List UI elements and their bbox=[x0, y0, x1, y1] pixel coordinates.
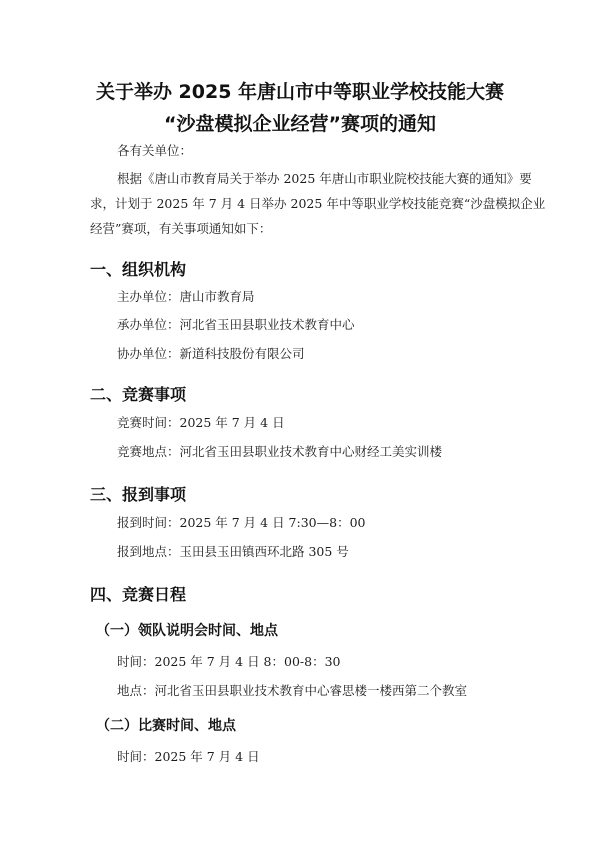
section-heading-registration: 三、报到事项 bbox=[90, 485, 187, 504]
section-heading-organization: 一、组织机构 bbox=[90, 260, 187, 279]
registration-time-line: 报到时间：2025 年 7 月 4 日 7:30—8：00 bbox=[117, 515, 366, 530]
salutation: 各有关单位： bbox=[117, 143, 193, 158]
intro-line-1: 根据《唐山市教育局关于举办 2025 年唐山市职业院校技能大赛的通知》要 bbox=[117, 171, 532, 186]
briefing-time-line: 时间：2025 年 7 月 4 日 8：00-8：30 bbox=[117, 654, 341, 669]
intro-line-3: 经营”赛项，有关事项通知如下： bbox=[90, 221, 272, 236]
competition-venue-line: 竞赛地点：河北省玉田县职业技术教育中心财经工美实训楼 bbox=[117, 444, 443, 459]
registration-address-line: 报到地点：玉田县玉田镇西环北路 305 号 bbox=[117, 544, 349, 559]
section-heading-schedule: 四、竞赛日程 bbox=[90, 585, 187, 604]
document-title-line-2: “沙盘模拟企业经营”赛项的通知 bbox=[164, 113, 436, 135]
section-heading-competition: 二、竞赛事项 bbox=[90, 385, 187, 404]
document-title-line-1: 关于举办 2025 年唐山市中等职业学校技能大赛 bbox=[95, 81, 505, 103]
subsection-heading-briefing: （一）领队说明会时间、地点 bbox=[96, 623, 278, 639]
match-time-line: 时间：2025 年 7 月 4 日 bbox=[117, 749, 260, 764]
subsection-heading-match: （二）比赛时间、地点 bbox=[96, 718, 236, 734]
competition-time-line: 竞赛时间：2025 年 7 月 4 日 bbox=[117, 415, 285, 430]
intro-line-2: 求，计划于 2025 年 7 月 4 日举办 2025 年中等职业学校技能竞赛“沙盘模拟企业 bbox=[90, 196, 546, 211]
organizer-line: 主办单位：唐山市教育局 bbox=[117, 289, 255, 304]
co-organizer-line: 协办单位：新道科技股份有限公司 bbox=[117, 346, 305, 361]
host-line: 承办单位：河北省玉田县职业技术教育中心 bbox=[117, 317, 355, 332]
briefing-venue-line: 地点：河北省玉田县职业技术教育中心睿思楼一楼西第二个教室 bbox=[117, 683, 468, 698]
